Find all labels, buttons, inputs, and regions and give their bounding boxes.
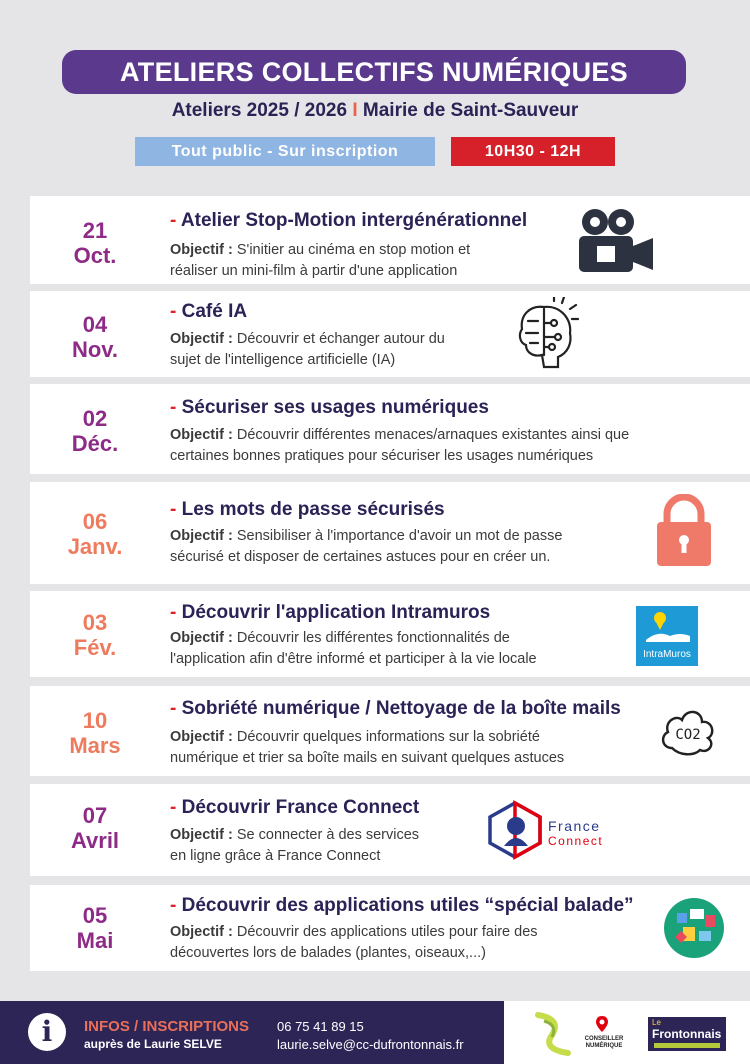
objective-label: Objectif : xyxy=(170,331,233,347)
subtitle xyxy=(0,100,750,122)
date-day: 06 xyxy=(82,509,108,534)
workshop-card-oct xyxy=(30,196,750,284)
workshop-objective xyxy=(170,825,419,867)
frontonnais-name: Frontonnais xyxy=(652,1027,722,1041)
camera-icon xyxy=(573,206,657,276)
date-month: Mars xyxy=(69,733,121,758)
date-month: Oct. xyxy=(73,243,117,268)
objective-line: numérique et trier sa boîte mails en suivant quelques astuces xyxy=(170,750,565,766)
workshop-date xyxy=(30,708,160,758)
padlock-icon xyxy=(655,494,713,568)
title-dash: - xyxy=(170,895,177,916)
conseiller-numerique-icon xyxy=(595,1015,609,1033)
intramuros-logo xyxy=(636,606,698,666)
workshop-title xyxy=(170,397,489,419)
date-month: Avril xyxy=(70,828,120,853)
title-text: Les mots de passe sécurisés xyxy=(181,499,445,520)
france-connect-logo xyxy=(486,800,621,860)
objective-line: réaliser un mini-film à partir d'une application xyxy=(170,263,458,279)
objective-label: Objectif : xyxy=(170,242,233,258)
time-badge: 10H30 - 12H xyxy=(451,137,615,166)
frontonnais-stripe xyxy=(654,1043,720,1048)
workshop-card-apr xyxy=(30,784,750,876)
date-day: 10 xyxy=(82,708,108,733)
workshop-title xyxy=(170,698,621,720)
objective-line: découvertes lors de balades (plantes, oiseaux,...) xyxy=(170,945,486,961)
frontonnais-small: Le xyxy=(652,1018,661,1027)
workshop-objective xyxy=(170,240,470,282)
workshop-date xyxy=(30,406,160,456)
workshop-date xyxy=(30,509,160,559)
objective-line: sécurisé et disposer de certaines astuces pour en créer un. xyxy=(170,549,551,565)
workshop-objective xyxy=(170,526,562,568)
objective-line: l'application afin d'être informé et participer à la vie locale xyxy=(170,651,537,667)
frontonnais-logo xyxy=(648,1017,726,1051)
conseiller-line2: NUMÉRIQUE xyxy=(585,1043,623,1049)
objective-line: Découvrir et échanger autour du xyxy=(236,331,445,347)
partner-logos xyxy=(504,1001,750,1064)
date-day: 02 xyxy=(82,406,108,431)
co2-cloud-icon xyxy=(658,704,718,756)
intramuros-label: IntraMuros xyxy=(643,649,691,660)
title-text: Café IA xyxy=(181,301,248,322)
subtitle-separator: I xyxy=(352,100,358,121)
info-contact-person: auprès de Laurie SELVE xyxy=(84,1037,222,1051)
location-pin-icon xyxy=(636,606,698,646)
date-month: Janv. xyxy=(67,534,123,559)
workshop-objective xyxy=(170,329,445,371)
date-day: 04 xyxy=(82,312,108,337)
workshop-objective xyxy=(170,628,537,670)
co2-label: CO2 xyxy=(675,727,701,743)
objective-line: Se connecter à des services xyxy=(236,827,420,843)
hexagon-icon xyxy=(486,800,544,860)
contact-email[interactable]: laurie.selve@cc-dufrontonnais.fr xyxy=(277,1037,464,1052)
date-month: Nov. xyxy=(71,337,119,362)
objective-label: Objectif : xyxy=(170,630,233,646)
title-dash: - xyxy=(170,602,177,623)
workshop-card-jan xyxy=(30,482,750,584)
workshop-date xyxy=(30,218,160,268)
page-title: ATELIERS COLLECTIFS NUMÉRIQUES xyxy=(62,50,686,94)
title-text: Atelier Stop-Motion intergénérationnel xyxy=(180,210,528,231)
footer xyxy=(0,1001,750,1064)
workshop-title xyxy=(170,602,490,624)
workshop-title xyxy=(170,797,419,819)
workshop-date xyxy=(30,610,160,660)
workshop-objective xyxy=(170,727,564,769)
objective-label: Objectif : xyxy=(170,427,233,443)
objective-label: Objectif : xyxy=(170,827,233,843)
info-title: INFOS / INSCRIPTIONS xyxy=(84,1018,250,1035)
workshop-card-may xyxy=(30,885,750,971)
objective-line: en ligne grâce à France Connect xyxy=(170,848,381,864)
workshop-date xyxy=(30,903,160,953)
workshop-date xyxy=(30,312,160,362)
title-text: Découvrir des applications utiles “spécial balade” xyxy=(181,895,634,916)
title-dash: - xyxy=(170,210,177,231)
objective-label: Objectif : xyxy=(170,528,233,544)
subtitle-location: Mairie de Saint-Sauveur xyxy=(362,100,579,121)
title-text: Découvrir France Connect xyxy=(181,797,420,818)
workshop-card-feb xyxy=(30,591,750,677)
workshop-card-dec xyxy=(30,384,750,474)
date-day: 03 xyxy=(82,610,108,635)
france-connect-line2: Connect xyxy=(548,834,604,848)
subtitle-years: Ateliers 2025 / 2026 xyxy=(171,100,348,121)
contact-phone[interactable]: 06 75 41 89 15 xyxy=(277,1019,364,1034)
objective-line: Sensibiliser à l'importance d'avoir un mot de passe xyxy=(236,528,563,544)
objective-line: Découvrir différentes menaces/arnaques existantes ainsi que xyxy=(236,427,630,443)
date-day: 05 xyxy=(82,903,108,928)
date-month: Mai xyxy=(76,928,114,953)
date-day: 21 xyxy=(82,218,108,243)
saint-sauveur-logo xyxy=(532,1009,576,1057)
workshop-objective xyxy=(170,425,629,467)
title-dash: - xyxy=(170,301,177,322)
title-text: Sobriété numérique / Nettoyage de la boîte mails xyxy=(181,698,621,719)
info-icon: i xyxy=(28,1013,66,1051)
audience-badge: Tout public - Sur inscription xyxy=(135,137,435,166)
title-text: Sécuriser ses usages numériques xyxy=(181,397,489,418)
objective-line: Découvrir quelques informations sur la sobriété xyxy=(236,729,540,745)
objective-line: Découvrir les différentes fonctionnalités de xyxy=(236,630,510,646)
title-dash: - xyxy=(170,397,177,418)
title-dash: - xyxy=(170,499,177,520)
workshop-card-nov xyxy=(30,291,750,377)
title-text: Découvrir l'application Intramuros xyxy=(181,602,491,623)
objective-label: Objectif : xyxy=(170,729,233,745)
date-month: Fév. xyxy=(73,635,117,660)
workshop-title xyxy=(170,210,527,232)
workshop-card-mar xyxy=(30,686,750,776)
conseiller-line1: CONSEILLER xyxy=(584,1036,624,1042)
date-day: 07 xyxy=(82,803,108,828)
objective-line: sujet de l'intelligence artificielle (IA) xyxy=(170,352,396,368)
title-dash: - xyxy=(170,698,177,719)
objective-line: S'initier au cinéma en stop motion et xyxy=(236,242,471,258)
objective-line: certaines bonnes pratiques pour sécuriser les usages numériques xyxy=(170,448,594,464)
date-month: Déc. xyxy=(71,431,119,456)
workshop-date xyxy=(30,803,160,853)
title-dash: - xyxy=(170,797,177,818)
workshop-title xyxy=(170,895,634,917)
brain-icon xyxy=(514,297,580,371)
workshop-title xyxy=(170,301,247,323)
objective-label: Objectif : xyxy=(170,924,233,940)
objective-line: Découvrir des applications utiles pour faire des xyxy=(236,924,538,940)
workshop-title xyxy=(170,499,445,521)
france-connect-line1: France xyxy=(548,818,601,834)
apps-icon xyxy=(663,897,725,959)
workshop-objective xyxy=(170,922,538,964)
